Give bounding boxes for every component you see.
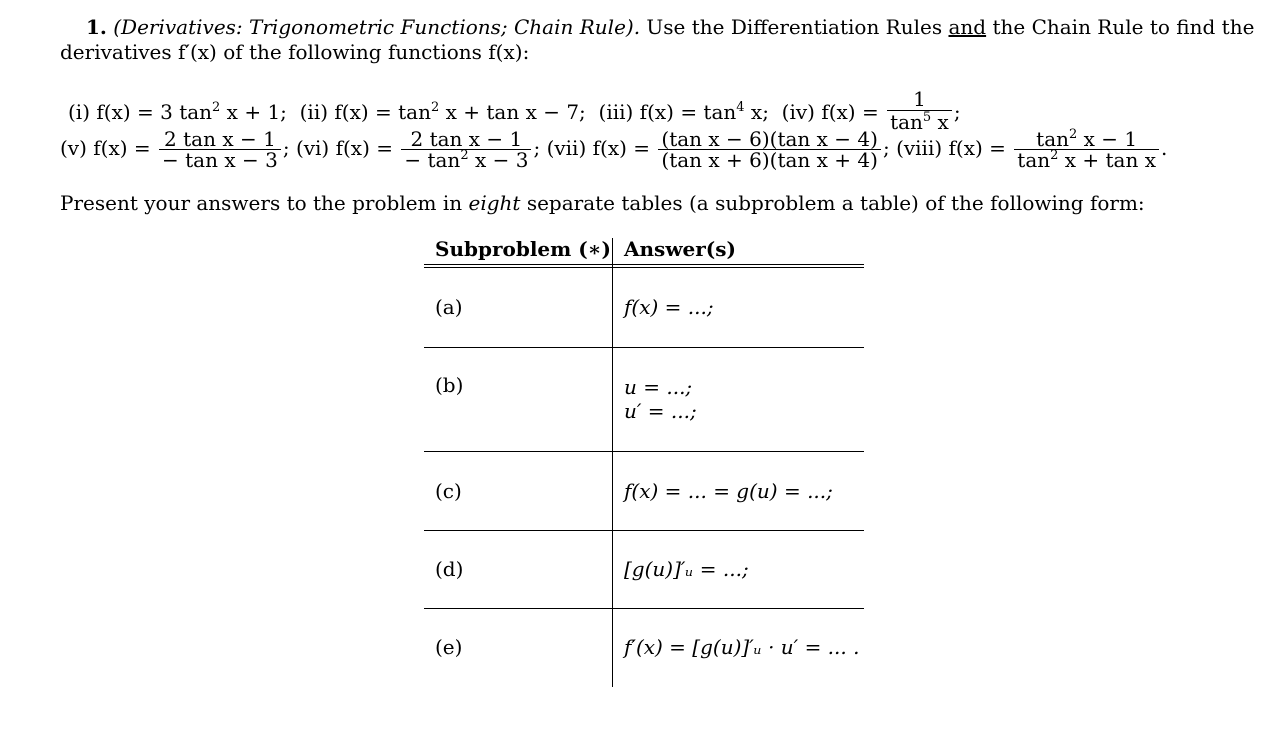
table-row — [424, 609, 864, 687]
intro-line2: derivatives f′(x) of the following functions f(x): — [60, 40, 530, 64]
item-vii: (vii) f(x) = $\frac{\text{(tan x − 6)(tan x − 4)}}{\text{(tan x + 6)(tan x + 4)}}$ ; — [546, 127, 890, 172]
item-iv-fraction: $\frac{1}{\tan^5 x}$ — [887, 88, 952, 133]
table-column-divider — [612, 238, 613, 687]
table-row — [424, 452, 864, 531]
row-label: (c) — [435, 479, 462, 503]
problem-number: 1. — [86, 15, 107, 39]
row-label: (d) — [435, 557, 464, 581]
item-viii: (viii) f(x) = $\frac{\tan^2 x - 1}{\tan^2 x + \tan x}$ . — [896, 127, 1168, 172]
table-row — [424, 531, 864, 609]
row-label: (a) — [435, 295, 463, 319]
item-v-fraction: $\frac{\text{2 tan x − 1}}{\text{− tan x − 3}}$ — [159, 129, 281, 170]
table-header — [424, 234, 864, 268]
item-vi-fraction: $\frac{\text{2 tan x − 1}}{- \tan^2 x - 3}$ — [401, 129, 531, 170]
row-answer: u = ...; — [624, 375, 693, 399]
item-v: (v) f(x) = $\frac{\text{2 tan x − 1}}{\text{− tan x − 3}}$ ; — [60, 127, 290, 172]
item-vi: (vi) f(x) = $\frac{\text{2 tan x − 1}}{- \tan^2 x - 3}$ ; — [295, 127, 541, 172]
header-subproblem: Subproblem (∗) — [435, 237, 612, 261]
item-vii-fraction: $\frac{\text{(tan x − 6)(tan x − 4)}}{\text{(tan x + 6)(tan x + 4)}}$ — [658, 129, 881, 170]
intro-pre: Use the Differentiation Rules — [640, 15, 949, 39]
answer-template-table — [424, 234, 864, 687]
row-label: (e) — [435, 635, 463, 659]
problem-heading — [86, 15, 1254, 39]
table-row — [424, 348, 864, 452]
row-label: (b) — [435, 373, 464, 397]
item-ii: (ii) $f(x) = \tan^2 x + \tan x - 7$; — [299, 100, 586, 124]
item-i: (i) f(x) = 3 $\tan^2 x + 1$; — [68, 100, 287, 124]
row-answer: f(x) = ... = g(u) = ...; — [624, 479, 833, 503]
row-answer-2: u′ = ...; — [624, 399, 697, 423]
problem-title: (Derivatives: Trigonometric Functions; Chain Rule). — [113, 15, 641, 39]
row-answer: f(x) = ...; — [624, 295, 714, 319]
row-answer: f′(x) = [g(u)]′ᵤ · u′ = ... . — [624, 635, 860, 659]
intro-post: the Chain Rule to find the — [986, 15, 1255, 39]
present-instructions: Present your answers to the problem in eight separate tables (a subproblem a table) of the following form: — [60, 191, 1145, 215]
table-row — [424, 270, 864, 348]
row-answer: [g(u)]′ᵤ = ...; — [624, 557, 749, 581]
item-iii: (iii) $f(x) = \tan^4 x$; — [598, 100, 769, 124]
item-iv: (iv) f(x) = $\frac{1}{\tan^5 x}$ ; — [781, 87, 961, 134]
intro-and: and — [948, 15, 987, 39]
header-answers: Answer(s) — [624, 237, 736, 261]
item-viii-fraction: $\frac{\tan^2 x - 1}{\tan^2 x + \tan x}$ — [1014, 129, 1159, 170]
functions-row-2 — [60, 129, 1167, 175]
